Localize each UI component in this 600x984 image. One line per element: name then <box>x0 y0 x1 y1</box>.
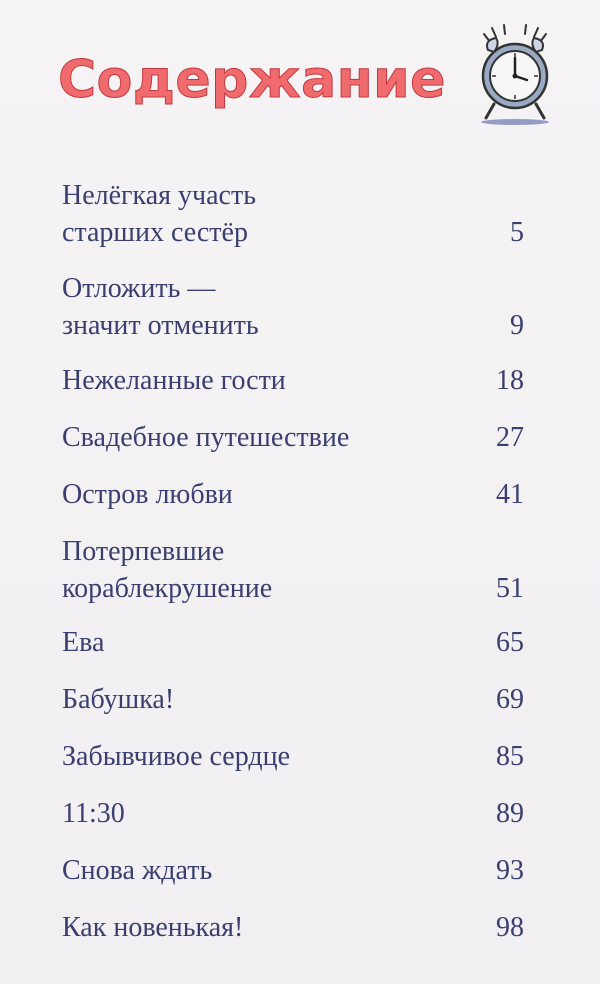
toc-entry-title: Нелёгкая участь старших сестёр <box>62 180 256 248</box>
toc-entry[interactable] <box>62 738 524 775</box>
toc-page-number: 65 <box>496 627 524 658</box>
toc-page-number: 5 <box>510 217 524 248</box>
toc-page-number: 27 <box>496 422 524 453</box>
toc-entry[interactable] <box>62 476 524 513</box>
toc-entry[interactable] <box>62 624 524 661</box>
toc-page-number: 9 <box>510 310 524 341</box>
toc-entry-title: Бабушка! <box>62 684 175 715</box>
toc-entry[interactable] <box>62 795 524 832</box>
toc-entry[interactable] <box>62 909 524 946</box>
toc-entry-title: Как новенькая! <box>62 912 244 943</box>
toc-entry-title: Свадебное путешествие <box>62 422 350 453</box>
toc-entry-title: Нежеланные гости <box>62 365 286 396</box>
toc-entry-title: Снова ждать <box>62 855 213 886</box>
alarm-clock-icon <box>470 22 560 126</box>
toc-entry[interactable] <box>62 270 524 344</box>
toc-entry[interactable] <box>62 852 524 889</box>
toc-entry-title: Потерпевшие кораблекрушение <box>62 536 273 604</box>
toc-entry[interactable] <box>62 419 524 456</box>
toc-entry-title: 11:30 <box>62 798 125 829</box>
toc-page-number: 69 <box>496 684 524 715</box>
toc-page-number: 89 <box>496 798 524 829</box>
toc-entry-title: Забывчивое сердце <box>62 741 291 772</box>
toc-entry-title: Отложить — значит отменить <box>62 273 259 341</box>
toc-page-number: 85 <box>496 741 524 772</box>
toc-entry[interactable] <box>62 177 524 251</box>
toc-page-number: 51 <box>496 573 524 604</box>
toc-entry[interactable] <box>62 533 524 607</box>
page-title: Содержание <box>58 50 446 110</box>
toc-entry[interactable] <box>62 681 524 718</box>
toc-page-number: 18 <box>496 365 524 396</box>
toc-page-number: 41 <box>496 479 524 510</box>
toc-entry-title: Ева <box>62 627 105 658</box>
toc-entry[interactable] <box>62 362 524 399</box>
toc-entry-title: Остров любви <box>62 479 233 510</box>
toc-page-number: 98 <box>496 912 524 943</box>
toc-page-number: 93 <box>496 855 524 886</box>
